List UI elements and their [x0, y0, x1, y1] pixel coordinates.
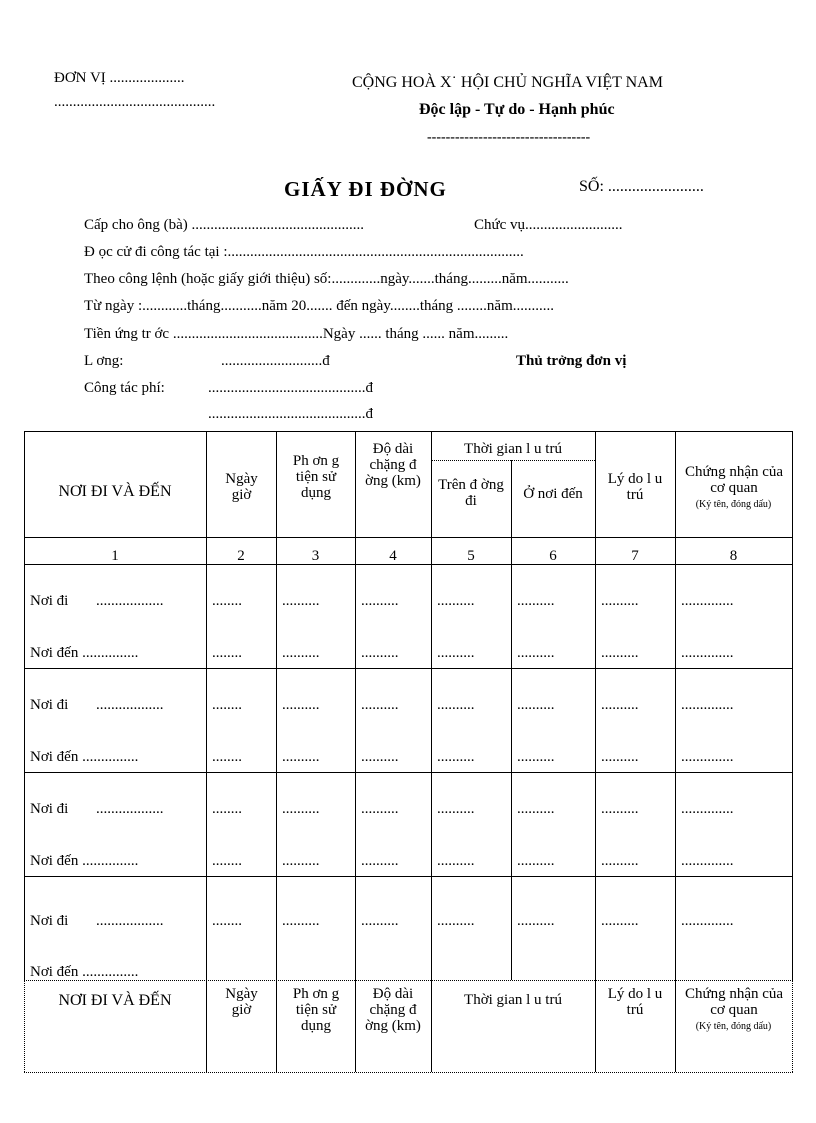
- table-rule: [24, 772, 793, 773]
- header-on-road: Trên đ ờng đi: [438, 477, 504, 509]
- stay-dots: ..........: [517, 913, 555, 929]
- depart-label: Nơi đi: [30, 801, 69, 817]
- distance-dots: ..........: [361, 853, 399, 869]
- header-date: Ngày giờ: [225, 471, 258, 503]
- depart-dots: ..................: [96, 593, 164, 609]
- reason-dots: ..........: [601, 749, 639, 765]
- header-distance: Độ dài chặng đ ờng (km): [365, 441, 421, 489]
- field-per-diem-value: ..........................................đ: [208, 380, 373, 396]
- field-per-diem-label: Công tác phí:: [84, 380, 165, 396]
- footer-header-stay-reason: Lý do l u trú: [607, 986, 663, 1018]
- table-rule: [792, 980, 793, 1072]
- nation-heading: CỘNG HOÀ X˙ HỘI CHỦ NGHĨA VIỆT NAM: [352, 74, 663, 91]
- header-stay-reason: Lý do l u trú: [607, 471, 663, 503]
- field-salary-value: ...........................đ: [221, 353, 330, 369]
- header-at-destination: Ở nơi đến: [523, 486, 583, 502]
- column-number: 3: [311, 548, 320, 564]
- certification-dots: ..............: [681, 913, 734, 929]
- date-dots: ........: [212, 749, 242, 765]
- field-sent-to: Đ ọc cử đi công tác tại :...............................................................................: [84, 244, 524, 260]
- stay-dots: ..........: [517, 593, 555, 609]
- distance-dots: ..........: [361, 801, 399, 817]
- distance-dots: ..........: [361, 697, 399, 713]
- vehicle-dots: ..........: [282, 645, 320, 661]
- reason-dots: ..........: [601, 853, 639, 869]
- table-rule: [24, 537, 793, 538]
- vehicle-dots: ..........: [282, 697, 320, 713]
- reason-dots: ..........: [601, 593, 639, 609]
- stay-dots: ..........: [517, 645, 555, 661]
- motto: Độc lập - Tự do - Hạnh phúc: [419, 101, 615, 118]
- table-rule: [431, 460, 595, 461]
- date-dots: ........: [212, 697, 242, 713]
- document-title: GIẤY ĐI ĐỜNG: [284, 177, 447, 201]
- header-vehicle: Ph ơn g tiện sử dụng: [292, 453, 340, 501]
- table-rule: [792, 431, 793, 980]
- stay-dots: ..........: [517, 801, 555, 817]
- certification-dots: ..............: [681, 645, 734, 661]
- field-salary-label: L ơng:: [84, 353, 124, 369]
- vehicle-dots: ..........: [282, 853, 320, 869]
- certification-dots: ..............: [681, 593, 734, 609]
- document-number: SỐ: ........................: [579, 178, 704, 195]
- table-rule: [24, 668, 793, 669]
- header-route: NƠI ĐI VÀ ĐẾN: [58, 483, 172, 500]
- stay-dots: ..........: [517, 853, 555, 869]
- column-number: 5: [467, 548, 475, 564]
- table-rule: [511, 460, 512, 980]
- date-dots: ........: [212, 593, 242, 609]
- footer-header-certification-note: (Ký tên, đóng dấu): [695, 1021, 772, 1032]
- stay-dots: ..........: [517, 749, 555, 765]
- column-number: 4: [389, 548, 397, 564]
- vehicle-dots: ..........: [282, 913, 320, 929]
- reason-dots: ..........: [601, 913, 639, 929]
- date-dots: ........: [212, 913, 242, 929]
- arrive-label: Nơi đến ...............: [30, 853, 139, 869]
- vehicle-dots: ..........: [282, 593, 320, 609]
- unit-label: ĐƠN VỊ ....................: [54, 70, 185, 86]
- arrive-label: Nơi đến ...............: [30, 749, 139, 765]
- reason-dots: ..........: [601, 697, 639, 713]
- field-advance: Tiền ứng tr ớc ........................................Ngày ...... tháng ...... năm.........: [84, 326, 509, 342]
- table-rule: [24, 431, 25, 980]
- table-rule: [431, 431, 432, 1072]
- distance-dots: ..........: [361, 593, 399, 609]
- signer-title: Thủ trởng đơn vị: [516, 353, 627, 369]
- footer-header-vehicle: Ph ơn g tiện sử dụng: [292, 986, 340, 1034]
- field-date-range: Từ ngày :............tháng...........năm 20....... đến ngày........tháng ........năm...........: [84, 298, 555, 314]
- table-rule: [595, 431, 596, 1072]
- vehicle-dots: ..........: [282, 801, 320, 817]
- reason-dots: ..........: [601, 645, 639, 661]
- field-issued-to: Cấp cho ông (bà) ..............................................: [84, 217, 364, 233]
- table-rule: [24, 1072, 793, 1073]
- road-dots: ..........: [437, 853, 475, 869]
- field-position: Chức vụ..........................: [474, 217, 623, 233]
- vehicle-dots: ..........: [282, 749, 320, 765]
- depart-label: Nơi đi: [30, 697, 69, 713]
- road-dots: ..........: [437, 593, 475, 609]
- travel-table: [24, 431, 793, 1073]
- road-dots: ..........: [437, 801, 475, 817]
- arrive-label: Nơi đến ...............: [30, 645, 139, 661]
- unit-line: ...........................................: [54, 94, 216, 110]
- depart-label: Nơi đi: [30, 913, 69, 929]
- column-number: 8: [729, 548, 738, 564]
- date-dots: ........: [212, 801, 242, 817]
- date-dots: ........: [212, 853, 242, 869]
- footer-header-certification: Chứng nhận của cơ quan: [684, 986, 784, 1018]
- certification-dots: ..............: [681, 801, 734, 817]
- depart-dots: ..................: [96, 801, 164, 817]
- table-rule: [355, 431, 356, 1072]
- road-dots: ..........: [437, 913, 475, 929]
- field-per-diem-value-2: ..........................................đ: [208, 406, 373, 422]
- distance-dots: ..........: [361, 749, 399, 765]
- field-order: Theo công lệnh (hoặc giấy giới thiệu) số:.............ngày.......tháng.........năm...........: [84, 271, 569, 287]
- certification-dots: ..............: [681, 697, 734, 713]
- table-rule: [24, 431, 793, 432]
- table-rule: [24, 876, 793, 877]
- reason-dots: ..........: [601, 801, 639, 817]
- column-number: 1: [111, 548, 119, 564]
- column-number: 6: [549, 548, 557, 564]
- distance-dots: ..........: [361, 645, 399, 661]
- column-number: 2: [237, 548, 245, 564]
- road-dots: ..........: [437, 645, 475, 661]
- footer-header-stay-time: Thời gian l u trú: [464, 992, 562, 1008]
- depart-dots: ..................: [96, 697, 164, 713]
- date-dots: ........: [212, 645, 242, 661]
- table-rule: [675, 431, 676, 1072]
- footer-header-date: Ngày giờ: [225, 986, 258, 1018]
- stay-dots: ..........: [517, 697, 555, 713]
- header-stay-time: Thời gian l u trú: [464, 441, 562, 457]
- table-rule: [276, 431, 277, 1072]
- road-dots: ..........: [437, 749, 475, 765]
- depart-label: Nơi đi: [30, 593, 69, 609]
- table-rule: [24, 980, 793, 981]
- certification-dots: ..............: [681, 749, 734, 765]
- table-rule: [206, 431, 207, 1072]
- header-certification-note: (Ký tên, đóng dấu): [695, 499, 772, 510]
- column-number: 7: [631, 548, 639, 564]
- road-dots: ..........: [437, 697, 475, 713]
- arrive-label: Nơi đến ...............: [30, 964, 139, 980]
- distance-dots: ..........: [361, 913, 399, 929]
- footer-header-distance: Độ dài chặng đ ờng (km): [365, 986, 421, 1034]
- header-certification: Chứng nhận của cơ quan: [684, 464, 784, 496]
- motto-rule: -----------------------------------: [427, 130, 591, 145]
- footer-header-route: NƠI ĐI VÀ ĐẾN: [58, 992, 172, 1009]
- certification-dots: ..............: [681, 853, 734, 869]
- depart-dots: ..................: [96, 913, 164, 929]
